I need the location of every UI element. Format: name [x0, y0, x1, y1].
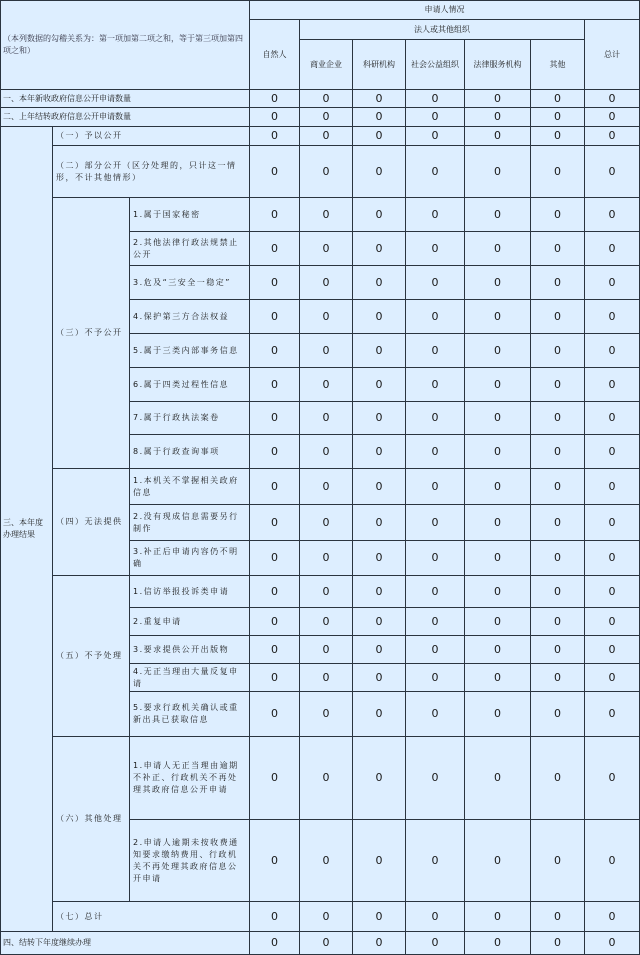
value-cell-other: 0	[531, 820, 585, 902]
value-cell-natural-person: 0	[250, 932, 300, 955]
value-cell-natural-person: 0	[250, 368, 300, 402]
value-cell-business: 0	[300, 576, 353, 608]
value-cell-research: 0	[353, 692, 406, 737]
value-cell-other: 0	[531, 692, 585, 737]
value-cell-total: 0	[585, 198, 640, 232]
value-cell-total: 0	[585, 932, 640, 955]
value-cell-legal-service: 0	[465, 198, 531, 232]
value-cell-legal-service: 0	[465, 266, 531, 300]
row-label-reconfirm: 5.要求行政机关确认或重新出具已获取信息	[130, 692, 250, 737]
value-cell-natural-person: 0	[250, 636, 300, 664]
value-cell-other: 0	[531, 300, 585, 334]
value-cell-legal-service: 0	[465, 300, 531, 334]
value-cell-total: 0	[585, 576, 640, 608]
row-label-state-secret: 1.属于国家秘密	[130, 198, 250, 232]
header-applicant-situation: 申请人情况	[250, 0, 640, 20]
header-col-total: 总计	[585, 20, 640, 90]
value-cell-public-welfare: 0	[406, 541, 465, 576]
value-cell-other: 0	[531, 232, 585, 266]
value-cell-research: 0	[353, 266, 406, 300]
value-cell-research: 0	[353, 505, 406, 541]
value-cell-research: 0	[353, 435, 406, 469]
value-cell-business: 0	[300, 368, 353, 402]
value-cell-public-welfare: 0	[406, 505, 465, 541]
header-col-natural-person: 自然人	[250, 20, 300, 90]
value-cell-other: 0	[531, 368, 585, 402]
value-cell-research: 0	[353, 636, 406, 664]
group-unable-provide: （四）无法提供	[53, 469, 130, 576]
value-cell-total: 0	[585, 505, 640, 541]
value-cell-research: 0	[353, 902, 406, 932]
value-cell-public-welfare: 0	[406, 737, 465, 820]
value-cell-total: 0	[585, 737, 640, 820]
value-cell-public-welfare: 0	[406, 932, 465, 955]
value-cell-legal-service: 0	[465, 608, 531, 636]
value-cell-natural-person: 0	[250, 127, 300, 146]
value-cell-other: 0	[531, 127, 585, 146]
value-cell-total: 0	[585, 90, 640, 108]
row-label-enforcement-files: 7.属于行政执法案卷	[130, 402, 250, 435]
value-cell-total: 0	[585, 608, 640, 636]
value-cell-other: 0	[531, 334, 585, 368]
value-cell-total: 0	[585, 146, 640, 198]
value-cell-legal-service: 0	[465, 334, 531, 368]
value-cell-research: 0	[353, 820, 406, 902]
value-cell-business: 0	[300, 636, 353, 664]
value-cell-research: 0	[353, 664, 406, 692]
value-cell-other: 0	[531, 505, 585, 541]
row-label-partial-open: （二）部分公开（区分处理的，只计这一情形，不计其他情形）	[53, 146, 250, 198]
value-cell-public-welfare: 0	[406, 692, 465, 737]
value-cell-other: 0	[531, 90, 585, 108]
value-cell-legal-service: 0	[465, 576, 531, 608]
row-label-repeat: 2.重复申请	[130, 608, 250, 636]
value-cell-research: 0	[353, 541, 406, 576]
value-cell-legal-service: 0	[465, 902, 531, 932]
group-other-processing: （六）其他处理	[53, 737, 130, 902]
value-cell-public-welfare: 0	[406, 636, 465, 664]
header-note: （本列数据的勾稽关系为：第一项加第二项之和，等于第三项加第四项之和）	[0, 0, 250, 90]
value-cell-natural-person: 0	[250, 737, 300, 820]
value-cell-business: 0	[300, 232, 353, 266]
value-cell-legal-service: 0	[465, 368, 531, 402]
row-label-no-fee: 2.申请人逾期未按收费通知要求缴纳费用、行政机关不再处理其政府信息公开申请	[130, 820, 250, 902]
value-cell-research: 0	[353, 108, 406, 127]
value-cell-total: 0	[585, 541, 640, 576]
value-cell-research: 0	[353, 300, 406, 334]
value-cell-total: 0	[585, 820, 640, 902]
value-cell-business: 0	[300, 664, 353, 692]
value-cell-business: 0	[300, 820, 353, 902]
value-cell-research: 0	[353, 90, 406, 108]
value-cell-public-welfare: 0	[406, 90, 465, 108]
value-cell-public-welfare: 0	[406, 576, 465, 608]
value-cell-natural-person: 0	[250, 146, 300, 198]
header-col-business: 商业企业	[300, 40, 353, 90]
value-cell-other: 0	[531, 266, 585, 300]
value-cell-other: 0	[531, 541, 585, 576]
value-cell-business: 0	[300, 932, 353, 955]
value-cell-research: 0	[353, 127, 406, 146]
value-cell-natural-person: 0	[250, 334, 300, 368]
value-cell-public-welfare: 0	[406, 108, 465, 127]
value-cell-research: 0	[353, 576, 406, 608]
value-cell-research: 0	[353, 368, 406, 402]
value-cell-total: 0	[585, 435, 640, 469]
header-col-legal-service: 法律服务机构	[465, 40, 531, 90]
value-cell-legal-service: 0	[465, 402, 531, 435]
value-cell-public-welfare: 0	[406, 608, 465, 636]
value-cell-other: 0	[531, 146, 585, 198]
value-cell-research: 0	[353, 198, 406, 232]
value-cell-public-welfare: 0	[406, 664, 465, 692]
value-cell-business: 0	[300, 266, 353, 300]
value-cell-natural-person: 0	[250, 608, 300, 636]
row-label-not-held: 1.本机关不掌握相关政府信息	[130, 469, 250, 505]
value-cell-other: 0	[531, 198, 585, 232]
value-cell-legal-service: 0	[465, 435, 531, 469]
value-cell-business: 0	[300, 334, 353, 368]
value-cell-natural-person: 0	[250, 198, 300, 232]
value-cell-natural-person: 0	[250, 902, 300, 932]
value-cell-natural-person: 0	[250, 300, 300, 334]
value-cell-research: 0	[353, 334, 406, 368]
value-cell-business: 0	[300, 692, 353, 737]
value-cell-natural-person: 0	[250, 692, 300, 737]
value-cell-total: 0	[585, 469, 640, 505]
row-label-three-security: 3.危及“三安全一稳定”	[130, 266, 250, 300]
value-cell-legal-service: 0	[465, 541, 531, 576]
row-label-process-info: 6.属于四类过程性信息	[130, 368, 250, 402]
value-cell-research: 0	[353, 402, 406, 435]
value-cell-legal-service: 0	[465, 127, 531, 146]
value-cell-public-welfare: 0	[406, 902, 465, 932]
value-cell-legal-service: 0	[465, 146, 531, 198]
value-cell-natural-person: 0	[250, 266, 300, 300]
value-cell-natural-person: 0	[250, 232, 300, 266]
value-cell-total: 0	[585, 902, 640, 932]
value-cell-legal-service: 0	[465, 932, 531, 955]
group-not-processed: （五）不予处理	[53, 576, 130, 737]
value-cell-business: 0	[300, 402, 353, 435]
value-cell-total: 0	[585, 692, 640, 737]
row-label-open: （一）予以公开	[53, 127, 250, 146]
row-label-new-applications: 一、本年新收政府信息公开申请数量	[0, 90, 250, 108]
value-cell-business: 0	[300, 435, 353, 469]
value-cell-business: 0	[300, 198, 353, 232]
value-cell-other: 0	[531, 108, 585, 127]
value-cell-other: 0	[531, 636, 585, 664]
value-cell-business: 0	[300, 108, 353, 127]
value-cell-legal-service: 0	[465, 664, 531, 692]
value-cell-business: 0	[300, 608, 353, 636]
value-cell-legal-service: 0	[465, 505, 531, 541]
value-cell-legal-service: 0	[465, 232, 531, 266]
value-cell-other: 0	[531, 469, 585, 505]
value-cell-business: 0	[300, 541, 353, 576]
row-label-internal-affairs: 5.属于三类内部事务信息	[130, 334, 250, 368]
value-cell-public-welfare: 0	[406, 469, 465, 505]
value-cell-legal-service: 0	[465, 636, 531, 664]
value-cell-business: 0	[300, 146, 353, 198]
value-cell-public-welfare: 0	[406, 146, 465, 198]
row-label-law-prohibited: 2.其他法律行政法规禁止公开	[130, 232, 250, 266]
value-cell-natural-person: 0	[250, 541, 300, 576]
value-cell-business: 0	[300, 90, 353, 108]
value-cell-natural-person: 0	[250, 90, 300, 108]
value-cell-natural-person: 0	[250, 664, 300, 692]
value-cell-public-welfare: 0	[406, 300, 465, 334]
value-cell-legal-service: 0	[465, 108, 531, 127]
value-cell-total: 0	[585, 266, 640, 300]
value-cell-research: 0	[353, 469, 406, 505]
value-cell-legal-service: 0	[465, 90, 531, 108]
value-cell-total: 0	[585, 232, 640, 266]
value-cell-natural-person: 0	[250, 402, 300, 435]
value-cell-natural-person: 0	[250, 469, 300, 505]
row-label-total: （七）总计	[53, 902, 250, 932]
value-cell-other: 0	[531, 576, 585, 608]
value-cell-natural-person: 0	[250, 505, 300, 541]
row-label-carry-next-year: 四、结转下年度继续办理	[0, 932, 250, 955]
value-cell-business: 0	[300, 737, 353, 820]
value-cell-total: 0	[585, 402, 640, 435]
value-cell-total: 0	[585, 368, 640, 402]
row-label-need-production: 2.没有现成信息需要另行制作	[130, 505, 250, 541]
value-cell-business: 0	[300, 300, 353, 334]
value-cell-legal-service: 0	[465, 692, 531, 737]
value-cell-natural-person: 0	[250, 820, 300, 902]
value-cell-public-welfare: 0	[406, 402, 465, 435]
row-label-petition: 1.信访举报投诉类申请	[130, 576, 250, 608]
value-cell-other: 0	[531, 608, 585, 636]
value-cell-public-welfare: 0	[406, 368, 465, 402]
value-cell-business: 0	[300, 469, 353, 505]
row-label-publications: 3.要求提供公开出版物	[130, 636, 250, 664]
value-cell-other: 0	[531, 902, 585, 932]
row-label-third-party: 4.保护第三方合法权益	[130, 300, 250, 334]
row-label-no-supplement: 1.申请人无正当理由逾期不补正、行政机关不再处理其政府信息公开申请	[130, 737, 250, 820]
value-cell-public-welfare: 0	[406, 266, 465, 300]
value-cell-total: 0	[585, 664, 640, 692]
value-cell-other: 0	[531, 435, 585, 469]
header-col-other: 其他	[531, 40, 585, 90]
header-col-research: 科研机构	[353, 40, 406, 90]
row-label-mass-repeat: 4.无正当理由大量反复申请	[130, 664, 250, 692]
value-cell-other: 0	[531, 737, 585, 820]
value-cell-public-welfare: 0	[406, 198, 465, 232]
value-cell-public-welfare: 0	[406, 232, 465, 266]
value-cell-natural-person: 0	[250, 108, 300, 127]
row-label-carried-over: 二、上年结转政府信息公开申请数量	[0, 108, 250, 127]
value-cell-total: 0	[585, 300, 640, 334]
value-cell-total: 0	[585, 334, 640, 368]
value-cell-legal-service: 0	[465, 469, 531, 505]
value-cell-total: 0	[585, 108, 640, 127]
value-cell-total: 0	[585, 127, 640, 146]
value-cell-legal-service: 0	[465, 820, 531, 902]
value-cell-other: 0	[531, 664, 585, 692]
row-label-still-unclear: 3.补正后申请内容仍不明确	[130, 541, 250, 576]
value-cell-public-welfare: 0	[406, 334, 465, 368]
value-cell-research: 0	[353, 608, 406, 636]
value-cell-business: 0	[300, 902, 353, 932]
row-label-admin-query: 8.属于行政查询事项	[130, 435, 250, 469]
value-cell-public-welfare: 0	[406, 820, 465, 902]
group-not-open: （三）不予公开	[53, 198, 130, 469]
value-cell-research: 0	[353, 146, 406, 198]
value-cell-research: 0	[353, 737, 406, 820]
value-cell-legal-service: 0	[465, 737, 531, 820]
header-col-public-welfare: 社会公益组织	[406, 40, 465, 90]
value-cell-public-welfare: 0	[406, 127, 465, 146]
value-cell-public-welfare: 0	[406, 435, 465, 469]
value-cell-other: 0	[531, 932, 585, 955]
value-cell-research: 0	[353, 932, 406, 955]
value-cell-business: 0	[300, 505, 353, 541]
value-cell-natural-person: 0	[250, 435, 300, 469]
value-cell-research: 0	[353, 232, 406, 266]
header-legal-person-group: 法人或其他组织	[300, 20, 585, 40]
value-cell-natural-person: 0	[250, 576, 300, 608]
value-cell-business: 0	[300, 127, 353, 146]
value-cell-total: 0	[585, 636, 640, 664]
value-cell-other: 0	[531, 402, 585, 435]
group-section3: 三、本年度办理结果	[0, 127, 53, 932]
